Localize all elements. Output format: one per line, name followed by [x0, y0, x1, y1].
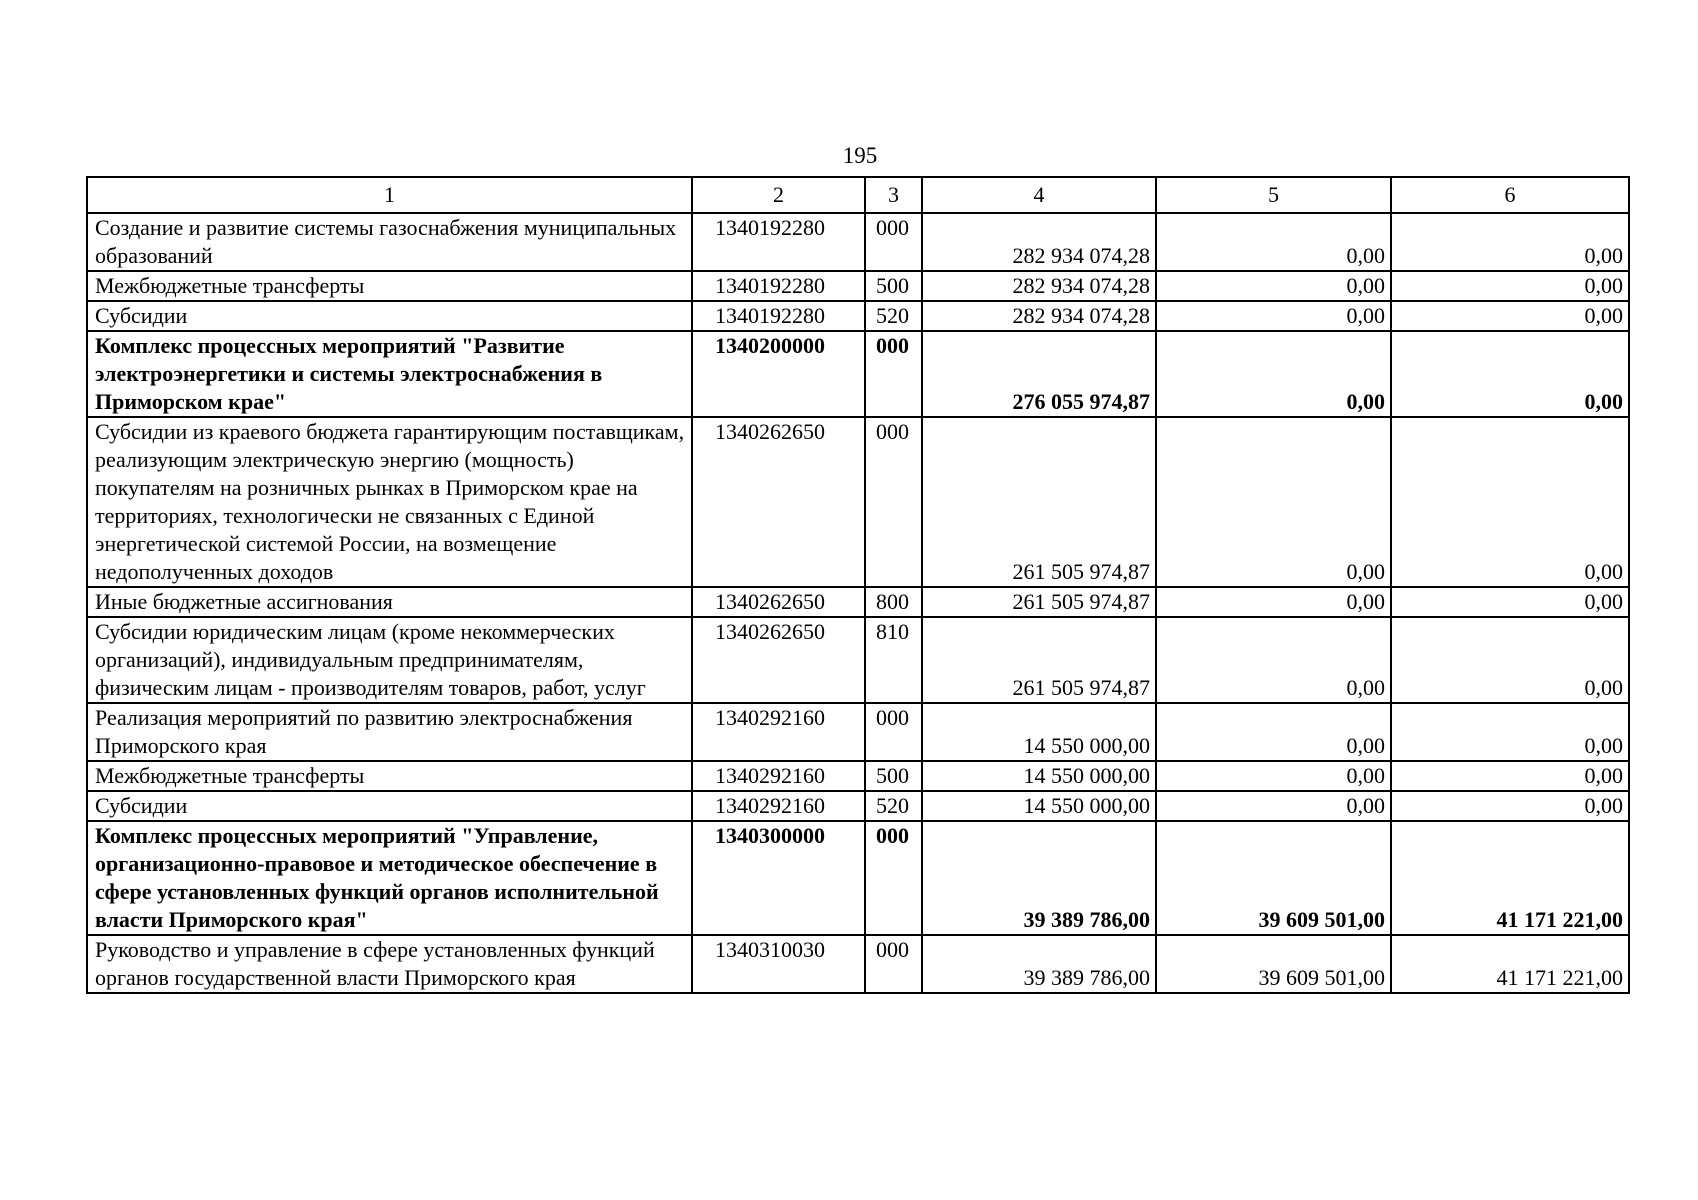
row-value-col4-cell: 276 055 974,87 — [922, 331, 1156, 417]
row-value-col6-cell: 0,00 — [1391, 213, 1629, 271]
row-code-cell: 1340192280 — [692, 271, 865, 301]
row-type-cell: 000 — [865, 821, 922, 935]
row-value-col4-cell: 14 550 000,00 — [922, 703, 1156, 761]
row-code-cell: 1340262650 — [692, 417, 865, 587]
row-type-cell: 000 — [865, 213, 922, 271]
table-row — [87, 791, 1629, 821]
row-type-cell: 800 — [865, 587, 922, 617]
row-type-cell: 000 — [865, 331, 922, 417]
table-row — [87, 935, 1629, 993]
row-value-col4-cell: 282 934 074,28 — [922, 213, 1156, 271]
row-value-col6-cell: 0,00 — [1391, 791, 1629, 821]
row-value-col5-cell: 39 609 501,00 — [1156, 935, 1391, 993]
row-value-col5-cell: 0,00 — [1156, 587, 1391, 617]
table-row — [87, 587, 1629, 617]
row-value-col4-cell: 39 389 786,00 — [922, 821, 1156, 935]
row-type-cell: 000 — [865, 935, 922, 993]
row-type-cell: 500 — [865, 761, 922, 791]
table-row — [87, 821, 1629, 935]
row-value-col5-cell: 39 609 501,00 — [1156, 821, 1391, 935]
row-name-cell: Субсидии юридическим лицам (кроме некоммерческих организаций), индивидуальным предпринимателям, физическим лицам - производителям товаров, работ, услуг — [87, 617, 692, 703]
row-code-cell: 1340292160 — [692, 703, 865, 761]
row-value-col5-cell: 0,00 — [1156, 213, 1391, 271]
row-value-col6-cell: 41 171 221,00 — [1391, 821, 1629, 935]
row-code-cell: 1340262650 — [692, 617, 865, 703]
row-code-cell: 1340262650 — [692, 587, 865, 617]
row-type-cell: 000 — [865, 703, 922, 761]
row-value-col6-cell: 0,00 — [1391, 587, 1629, 617]
row-value-col5-cell: 0,00 — [1156, 703, 1391, 761]
table-row — [87, 213, 1629, 271]
row-name-cell: Иные бюджетные ассигнования — [87, 587, 692, 617]
row-value-col6-cell: 0,00 — [1391, 617, 1629, 703]
row-value-col5-cell: 0,00 — [1156, 791, 1391, 821]
row-value-col6-cell: 0,00 — [1391, 271, 1629, 301]
row-type-cell: 000 — [865, 417, 922, 587]
row-value-col5-cell: 0,00 — [1156, 761, 1391, 791]
row-name-cell: Межбюджетные трансферты — [87, 271, 692, 301]
row-value-col4-cell: 39 389 786,00 — [922, 935, 1156, 993]
row-name-cell: Субсидии из краевого бюджета гарантирующим поставщикам, реализующим электрическую энергию (мощность) покупателям на розничных рынках в Приморском крае на территориях, технологически не связанных с Единой энергетической системой России, на возмещение недополученных доходов — [87, 417, 692, 587]
row-value-col4-cell: 261 505 974,87 — [922, 617, 1156, 703]
row-name-cell: Межбюджетные трансферты — [87, 761, 692, 791]
table-row — [87, 301, 1629, 331]
table-row — [87, 761, 1629, 791]
row-value-col6-cell: 0,00 — [1391, 761, 1629, 791]
header-row — [87, 177, 1629, 213]
table-body — [87, 213, 1629, 993]
column-header: 1 — [87, 177, 692, 213]
row-value-col4-cell: 261 505 974,87 — [922, 587, 1156, 617]
row-value-col6-cell: 0,00 — [1391, 417, 1629, 587]
row-value-col6-cell: 0,00 — [1391, 703, 1629, 761]
table-row — [87, 617, 1629, 703]
row-type-cell: 810 — [865, 617, 922, 703]
table-row — [87, 417, 1629, 587]
page-number: 195 — [842, 143, 878, 168]
budget-table — [86, 176, 1630, 994]
row-code-cell: 1340192280 — [692, 213, 865, 271]
row-name-cell: Комплекс процессных мероприятий "Управление, организационно-правовое и методическое обеспечение в сфере установленных функций органов исполнительной власти Приморского края" — [87, 821, 692, 935]
row-name-cell: Создание и развитие системы газоснабжения муниципальных образований — [87, 213, 692, 271]
table-row — [87, 271, 1629, 301]
column-header: 6 — [1391, 177, 1629, 213]
row-value-col4-cell: 14 550 000,00 — [922, 761, 1156, 791]
column-header: 3 — [865, 177, 922, 213]
row-value-col5-cell: 0,00 — [1156, 417, 1391, 587]
row-value-col5-cell: 0,00 — [1156, 331, 1391, 417]
row-value-col5-cell: 0,00 — [1156, 617, 1391, 703]
row-code-cell: 1340310030 — [692, 935, 865, 993]
row-value-col6-cell: 0,00 — [1391, 331, 1629, 417]
column-header: 4 — [922, 177, 1156, 213]
row-name-cell: Субсидии — [87, 791, 692, 821]
row-code-cell: 1340300000 — [692, 821, 865, 935]
column-header: 5 — [1156, 177, 1391, 213]
row-value-col4-cell: 282 934 074,28 — [922, 271, 1156, 301]
row-code-cell: 1340292160 — [692, 791, 865, 821]
row-code-cell: 1340200000 — [692, 331, 865, 417]
row-value-col4-cell: 14 550 000,00 — [922, 791, 1156, 821]
row-value-col6-cell: 41 171 221,00 — [1391, 935, 1629, 993]
row-value-col4-cell: 282 934 074,28 — [922, 301, 1156, 331]
table-row — [87, 703, 1629, 761]
row-name-cell: Субсидии — [87, 301, 692, 331]
row-value-col4-cell: 261 505 974,87 — [922, 417, 1156, 587]
row-type-cell: 520 — [865, 791, 922, 821]
row-type-cell: 500 — [865, 271, 922, 301]
row-value-col6-cell: 0,00 — [1391, 301, 1629, 331]
column-header: 2 — [692, 177, 865, 213]
row-code-cell: 1340192280 — [692, 301, 865, 331]
table-row — [87, 331, 1629, 417]
row-value-col5-cell: 0,00 — [1156, 271, 1391, 301]
row-code-cell: 1340292160 — [692, 761, 865, 791]
row-value-col5-cell: 0,00 — [1156, 301, 1391, 331]
row-type-cell: 520 — [865, 301, 922, 331]
row-name-cell: Комплекс процессных мероприятий "Развитие электроэнергетики и системы электроснабжения в Приморском крае" — [87, 331, 692, 417]
row-name-cell: Руководство и управление в сфере установленных функций органов государственной власти Приморского края — [87, 935, 692, 993]
row-name-cell: Реализация мероприятий по развитию электроснабжения Приморского края — [87, 703, 692, 761]
